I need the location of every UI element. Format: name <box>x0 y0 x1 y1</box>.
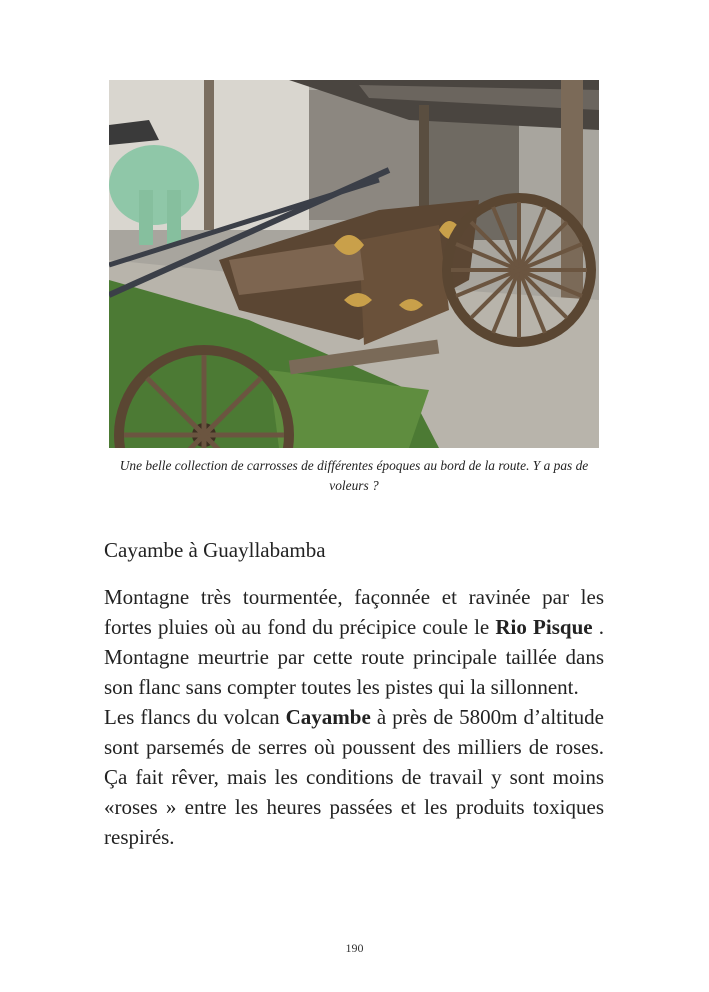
section-heading: Cayambe à Guayllabamba <box>104 538 326 562</box>
paragraph-1-text-a: Montagne très tourmentée, façonnée et ravinée par les fortes pluies où au fond du précipice coule le <box>104 585 604 639</box>
page-number: 190 <box>345 941 364 955</box>
paragraph-1 <box>104 582 604 702</box>
carriage-photo <box>109 80 599 448</box>
river-name: Rio Pisque <box>495 615 593 639</box>
paragraph-2-text-c: à près de 5800m d’altitude sont parsemés de serres où poussent des milliers de roses. Ça fait rêver, mais les conditions de travail y sont moins «roses » entre les heures passées et les produits toxiques respirés. <box>104 705 604 849</box>
body-text <box>104 582 604 852</box>
paragraph-1-text-c: . Montagne meurtrie par cette route principale taillée dans son flanc sans compter toutes les pistes qui la sillonnent. <box>104 615 604 699</box>
volcano-name: Cayambe <box>285 705 371 729</box>
paragraph-2 <box>104 702 604 852</box>
photo-caption: Une belle collection de carrosses de différentes époques au bord de la route. Y a pas de voleurs ? <box>119 458 589 493</box>
paragraph-2-text-a: Les flancs du volcan <box>104 705 286 729</box>
